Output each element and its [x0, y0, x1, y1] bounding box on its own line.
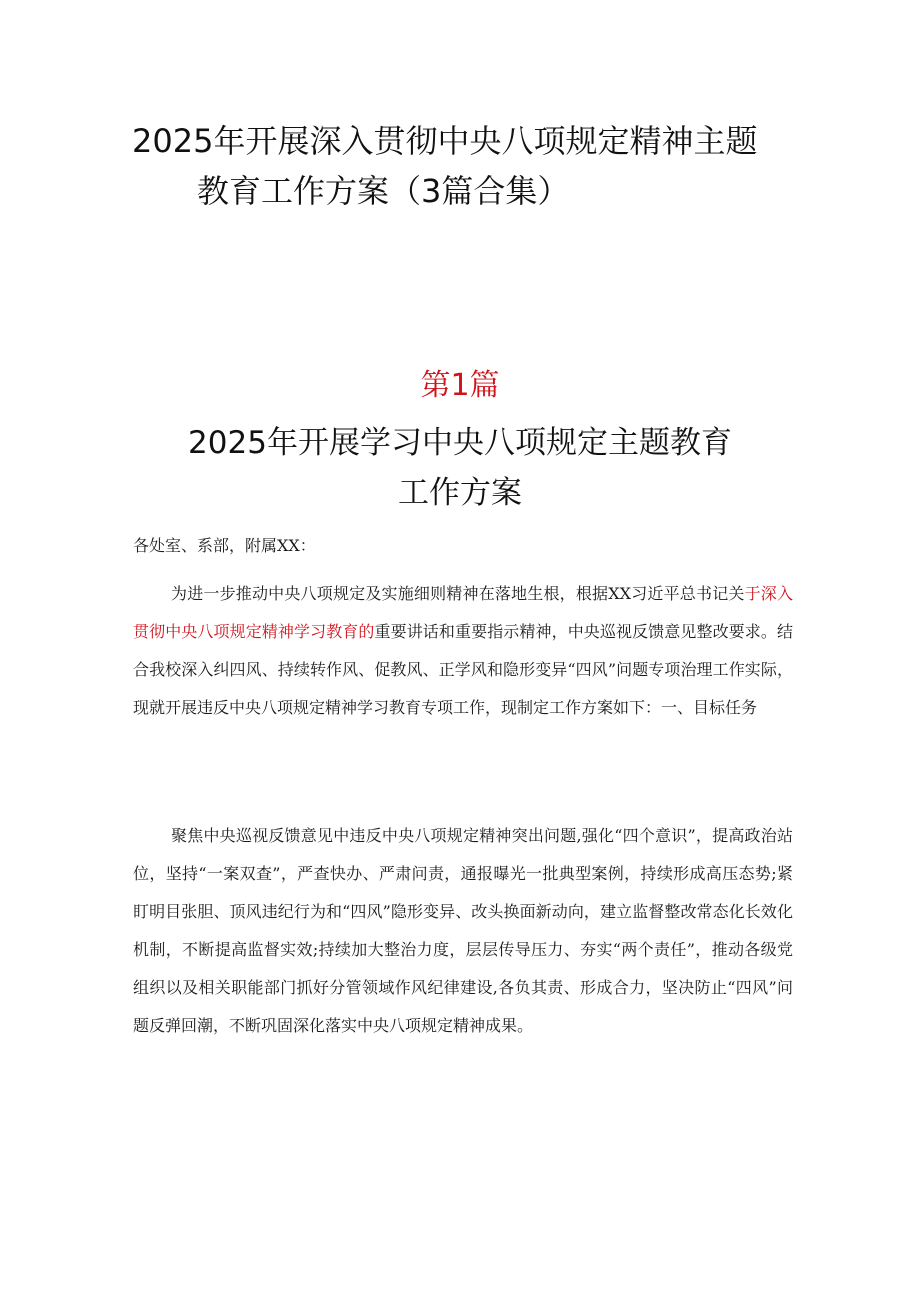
chapter-title-line2: 工作方案	[398, 475, 522, 511]
chapter-title-line1: 2025年开展学习中央八项规定主题教育	[188, 425, 732, 461]
paragraph-intro-part1: 为进一步推动中央八项规定及实施细则精神在落地生根，根据XX习近平总书记关	[171, 584, 745, 603]
paragraph-intro-part2: 重要讲话和重要指示精神，中央巡视反馈意见整改要求。结合我校深入纠四风、持续转作风、促教风、正学风和隐形变异“四风”问题专项治理工作实际，现就开展违反中央八项规定精神学习教育专项工作，现制定工作方案如下：一、目标任务	[133, 622, 793, 717]
document-title-line1: 2025年开展深入贯彻中央八项规定精神主题	[132, 122, 758, 160]
document-title	[132, 116, 812, 216]
salutation: 各处室、系部，附属XX：	[133, 536, 316, 555]
paragraph-intro-highlight: 于深入贯彻中央八项规定精神学习教育的	[133, 584, 793, 641]
document-title-line2: 教育工作方案（3篇合集）	[197, 172, 570, 210]
chapter-title	[0, 418, 920, 518]
chapter-label: 第1篇	[420, 368, 500, 403]
paragraph-intro	[133, 575, 793, 727]
paragraph-objectives: 聚焦中央巡视反馈意见中违反中央八项规定精神突出问题,强化“四个意识”，提高政治站位，坚持“一案双查”，严查快办、严肃问责，通报曝光一批典型案例，持续形成高压态势;紧盯明目张胆、顶风违纪行为和“四风”隐形变异、改头换面新动向，建立监督整改常态化长效化机制，不断提高监督实效;持续加大整治力度，层层传导压力、夯实“两个责任”，推动各级党组织以及相关职能部门抓好分管领域作风纪律建设,各负其责、形成合力，坚决防止“四风”问题反弹回潮，不断巩固深化落实中央八项规定精神成果。	[133, 826, 793, 1035]
